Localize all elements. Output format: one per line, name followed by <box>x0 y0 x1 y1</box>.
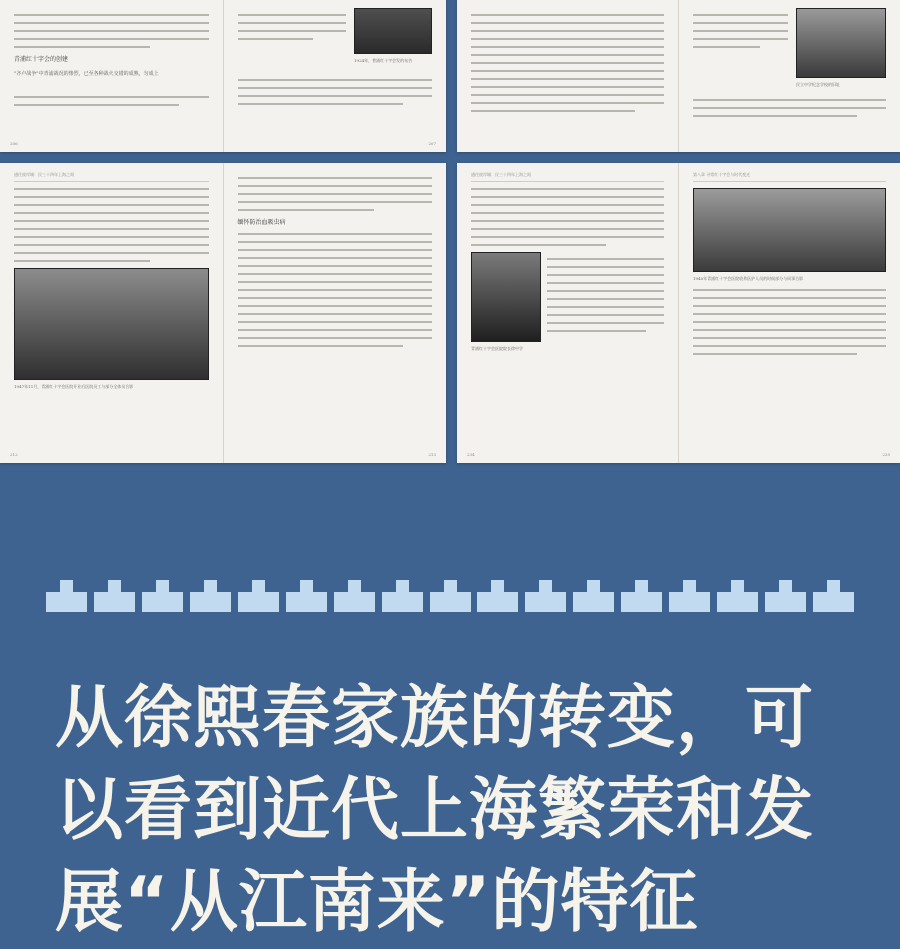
page-number: 206 <box>10 141 18 146</box>
group-photo <box>14 268 209 380</box>
book-page-right <box>678 0 900 152</box>
section-heading: 缅怀防治血吸虫病 <box>237 219 286 226</box>
headline-text: 从徐熙春家族的转变，可以看到近代上海繁荣和发展“从江南来”的特征 <box>55 679 815 942</box>
photo-caption: 1940年青浦红十字会医院收养医护人员的时候部分与同事合影 <box>693 276 804 281</box>
decorative-notch <box>382 580 423 612</box>
page-number: 212 <box>10 452 18 457</box>
staff-photo <box>693 188 886 272</box>
page-number: 235 <box>882 452 890 457</box>
notice-photo <box>354 8 432 54</box>
book-spread-4 <box>457 163 900 463</box>
body-text: "齐卢战争"中青浦战况的惨烈，已至各种战火交错的成熟，匀成上 <box>14 71 159 77</box>
building-photo <box>796 8 886 78</box>
photo-caption: 民立中学纪念学校的旧址 <box>796 82 840 87</box>
running-head: 通往彼岸城：民三十四年上海之间 <box>14 171 209 182</box>
decorative-notch-band <box>46 580 854 612</box>
decorative-notch <box>46 580 87 612</box>
book-page-right <box>223 0 447 152</box>
running-head: 第八章 寻常红十字会与时代变迁 <box>693 171 886 182</box>
book-page-right <box>223 163 447 463</box>
decorative-notch <box>573 580 614 612</box>
section-heading: 青浦红十字会的创建 <box>14 56 69 63</box>
photo-caption: 青浦红十字会医院院长徐中学 <box>471 346 523 351</box>
book-spread-1 <box>0 0 446 152</box>
book-page-left <box>0 0 223 152</box>
page-number: 207 <box>428 141 436 146</box>
book-spread-3 <box>0 163 446 463</box>
book-spread-2 <box>457 0 900 152</box>
book-page-left <box>457 0 678 152</box>
decorative-notch <box>286 580 327 612</box>
photo-caption: 1924年，普浦红十字会发的布告 <box>354 58 413 63</box>
page-number: 213 <box>428 452 436 457</box>
decorative-notch <box>142 580 183 612</box>
decorative-notch <box>813 580 854 612</box>
decorative-notch <box>717 580 758 612</box>
decorative-notch <box>238 580 279 612</box>
page-number: 234 <box>467 452 475 457</box>
decorative-notch <box>525 580 566 612</box>
photo-caption: 1947年11月，青浦红十字会医院开业后医院员工与部分全体员合影 <box>14 384 134 389</box>
book-page-left <box>0 163 223 463</box>
book-page-left <box>457 163 678 463</box>
decorative-notch <box>621 580 662 612</box>
book-page-right <box>678 163 900 463</box>
running-head: 通往彼岸城：民三十四年上海之间 <box>471 171 664 182</box>
decorative-notch <box>190 580 231 612</box>
decorative-notch <box>430 580 471 612</box>
decorative-notch <box>334 580 375 612</box>
decorative-notch <box>94 580 135 612</box>
portrait-photo <box>471 252 541 342</box>
decorative-notch <box>669 580 710 612</box>
decorative-notch <box>477 580 518 612</box>
decorative-notch <box>765 580 806 612</box>
